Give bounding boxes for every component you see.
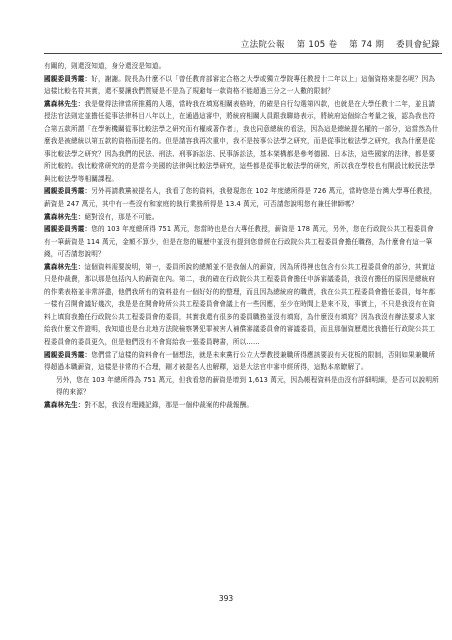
speech-text: 對不起，我沒有理錢記錄，那是一個仲裁案的仲裁報酬。 (84, 400, 254, 409)
speech-text: 您們當了這樣的資料會有一個想法，就是未來黨行公立大學教授兼職所得應該要設有天花板的限制，否則如果兼職所得超過本職薪資，這樣是非常的不合理，剛才被提名人也解釋，這是大法官申審申經所得，這點本席瞭解了。 (44, 350, 436, 372)
speech-text: 我是覺得法律當所推薦的人選，當時我在填寫相關表格時，的確是自行勾選第四款，也就是在大學任教十二年，並且請授法官法則定並擔任從事法律科目八年以上，在通過這審中，將統府相關人員跟我聯絡表示，將統府這個綜合考量之後，認為我也符合第五款所謂「在學術機關從事比較法學之研究而有權威著作者」，我也同意總統的看法，因為這是總統提名權的一部分，這當然為什麼我是被總統以第五款的資格而提名的。但是請容我再次重申，我不是按事公法學之研究，而是從事比較法學之研究，我為什麼是從事比較法學之研究？因為我們的民法、刑法、刑事訴訟法、民事訴訟法，基本架構都是參考德國、日本法，這些國家的法律，都是要所比較的。我比較常研究的的是當今美國的法律與比較法學研究，這些都是從事比較法學的研究，所以我在學校也有開設比較民法學與比較法學等相關課程。 (44, 99, 439, 183)
header-section: 委員會紀錄 (395, 40, 440, 50)
transcript-paragraph (44, 73, 440, 98)
speaker-name: 國親委員秀霞： (44, 225, 92, 234)
transcript-paragraph (44, 374, 440, 399)
transcript-paragraph (44, 349, 440, 374)
header-volume: 第 105 卷 (296, 40, 338, 50)
transcript-paragraph (44, 399, 440, 412)
speaker-name: 黨森林先生： (44, 400, 85, 409)
transcript-body (44, 60, 440, 411)
page-number: 393 (218, 594, 234, 603)
speech-text: 另外，您在 103 年總所得為 751 萬元，但我看您的薪資是增到 1,613 萬元，因為帳程資料是由沒有詳細明細，是否可以說明所得的來源？ (56, 375, 439, 397)
header-publication: 立法院公報 (240, 40, 285, 50)
transcript-paragraph (44, 211, 440, 224)
speaker-name: 國親委員秀霞： (44, 350, 92, 359)
speech-text: 有關的，則還沒知道，身分還沒是知道。 (44, 62, 166, 70)
transcript-paragraph (44, 261, 440, 349)
speech-text: 這個資料需要說明，第一，委員所說的總額並不是我個人的薪資，因為所得裡也包含有公共工程委員會的部分，其實這只是仲裁費，那以那是包括內人的薪資在內。第二，我的確在行政院公共工程委員會擔任申訴審議委員，我沒有擔任的原因是總統府的作業表格並非常詳盡，他們我所有的資料並有一個好好的的整理，而且因為總統府的職責，我在公共工程委員會擔任委員，每年都一樣有召開會議好幾次，我是是在開會時所公共工程委員會會議上有一些因應，至少在時間上是來不及，事實上，不只是我沒有在資料上填寫我擔任行政院公共工程委員會的委員，其實我還有很多的委員職務並沒有填寫，為什麼沒有填寫？因為我沒有辦法要求人家給我什麼文件證明，我知道也是台北地方法院檢察署犯罪被害人補償審議委員會的審議委員，而且那個資歷還比我擔任行政院公共工程委員會的委員更久，但是他們沒有不會寫給我一張委員聘書，所以…… (44, 262, 436, 347)
speech-text: 絕對沒有，那是不可能。 (84, 212, 159, 221)
speaker-name: 黨森林先生： (44, 212, 85, 221)
transcript-paragraph (44, 223, 440, 261)
speaker-name: 國親委員秀霞： (44, 187, 92, 196)
speaker-name: 國親委員秀霞： (44, 74, 92, 83)
transcript-paragraph (44, 60, 440, 73)
speech-text: 好，謝謝。院長為什麼不以「曾任教育部審定合格之大學或獨立學院專任教授十二年以上」這個資格來提名呢？因為這樣比較名符其實，還不要讓我們質疑是不是為了規避每一款資格不能超過三分之一人數的限制？ (44, 74, 436, 96)
speech-text: 您的 103 年度總所得 751 萬元，您當時也是台大專任教授，薪資是 178 萬元，另外，您在行政院公共工程委員會有一筆薪資是 114 萬元，金額不算少，但是在您的履歷中並沒有提到您曾經在行政院公共工程委員會擔任職務，為什麼會有這一筆錢，可否請您說明？ (44, 225, 434, 259)
speech-text: 另外再請教黨被提名人，我看了您的資料，我發現您在 102 年度總所得是 726 萬元，當時您是台灣大學專任教授，薪資是 247 萬元，其中有一些沒有和家庭的執行業務所得是 13.4 萬元，可否請您說明您有兼任律師嗎？ (44, 187, 437, 209)
transcript-paragraph (44, 185, 440, 210)
running-header (0, 38, 440, 50)
header-divider (44, 53, 442, 54)
speaker-name: 黨森林先生： (44, 99, 85, 108)
header-issue: 第 74 期 (349, 40, 385, 50)
transcript-paragraph (44, 98, 440, 186)
speaker-name: 黨森林先生： (44, 262, 85, 271)
